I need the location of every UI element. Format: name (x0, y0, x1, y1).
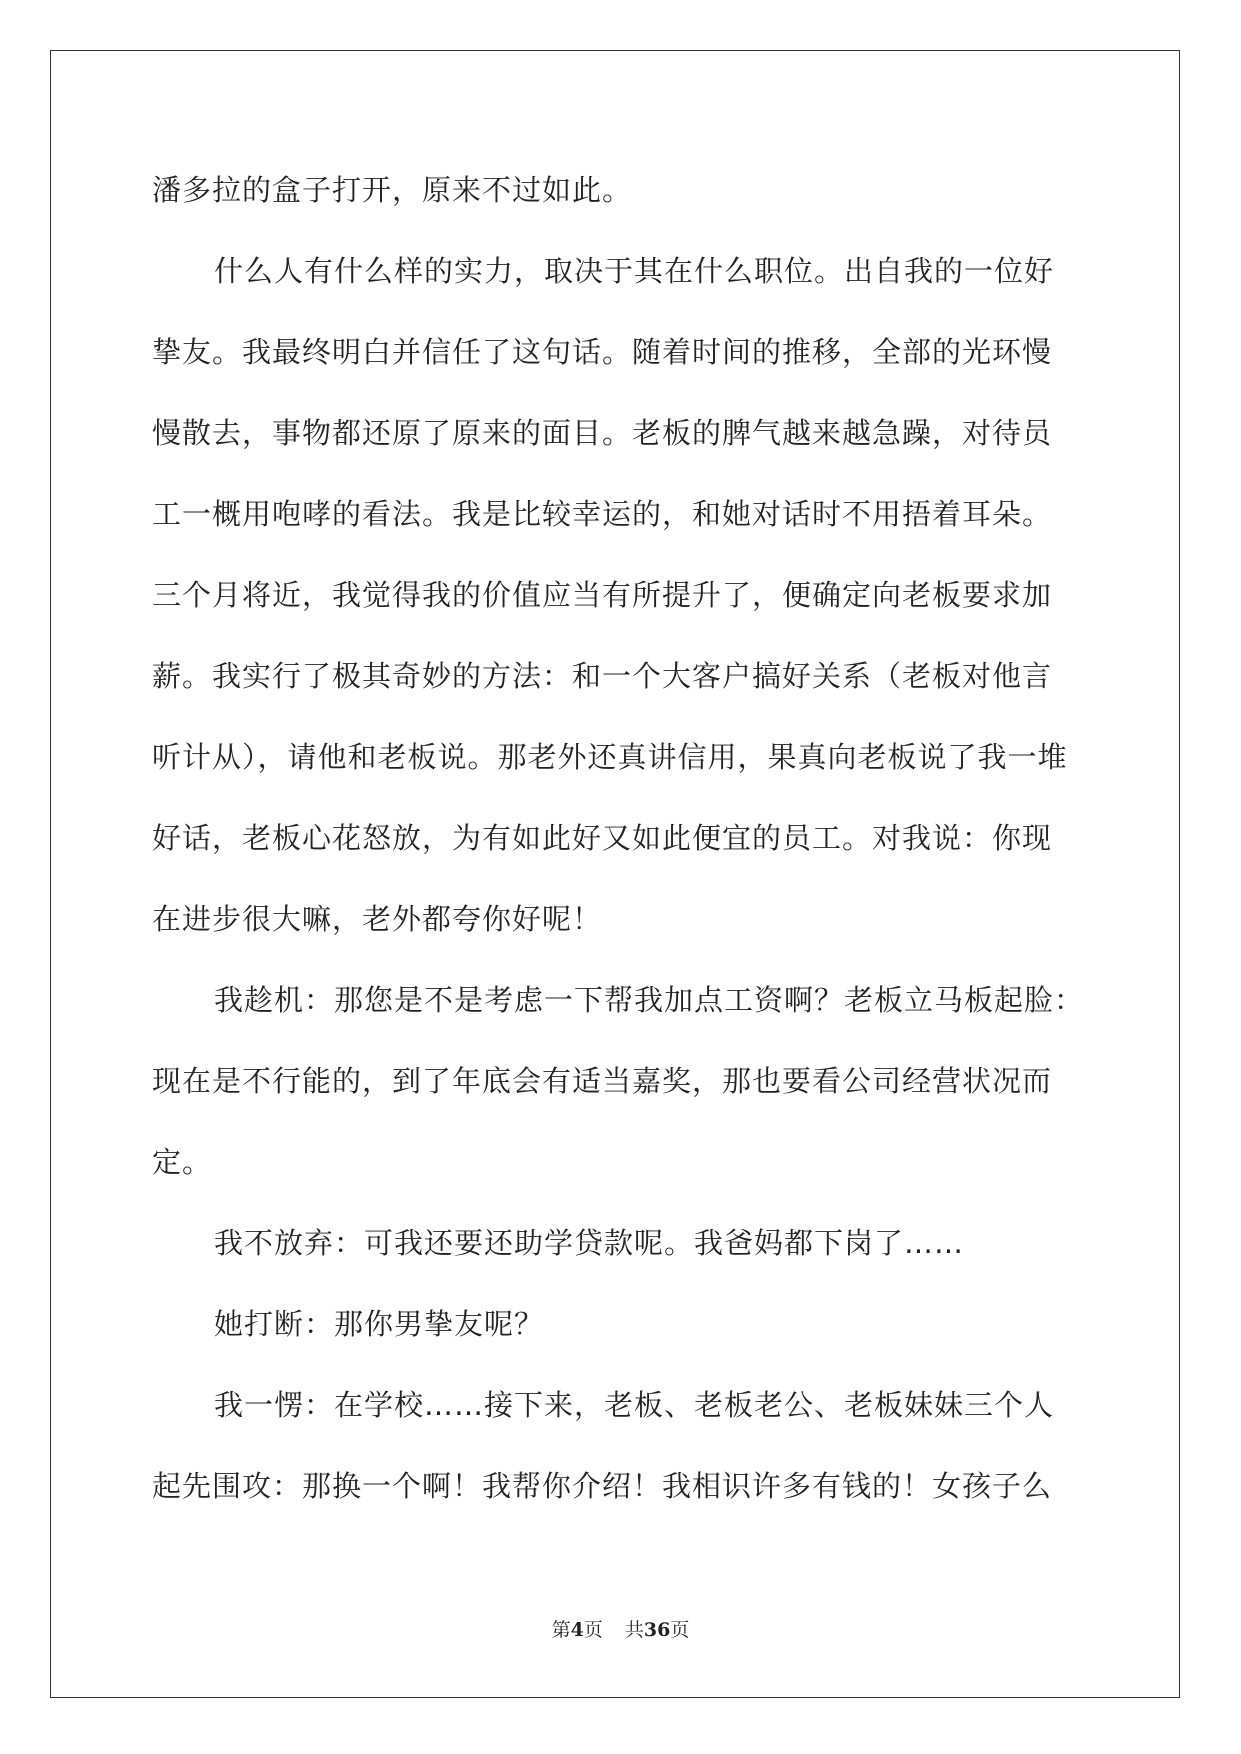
text-line: 我不放弃：可我还要还助学贷款呢。我爸妈都下岗了…… (214, 1226, 965, 1260)
footer-total-prefix: 共 (624, 1619, 644, 1641)
text-line: 慢散去，事物都还原了原来的面目。老板的脾气越来越急躁，对待员 (152, 416, 1053, 450)
footer-prefix: 第 (551, 1619, 571, 1641)
footer-total-suffix: 页 (670, 1619, 690, 1641)
text-line: 她打断：那你男挚友呢？ (214, 1307, 545, 1341)
current-page-number: 4 (570, 1619, 584, 1641)
text-line: 听计从），请他和老板说。那老外还真讲信用，果真向老板说了我一堆 (152, 740, 1068, 774)
text-line: 薪。我实行了极其奇妙的方法：和一个大客户搞好关系（老板对他言 (152, 659, 1053, 693)
total-page-count: 36 (643, 1619, 671, 1641)
text-line: 我一愣：在学校……接下来，老板、老板老公、老板妹妹三个人 (214, 1388, 1055, 1422)
text-line: 好话，老板心花怒放，为有如此好又如此便宜的员工。对我说：你现 (152, 821, 1053, 855)
text-line: 定。 (152, 1145, 213, 1179)
page-footer (0, 1615, 1241, 1642)
text-line: 潘多拉的盒子打开，原来不过如此。 (152, 173, 633, 207)
text-line: 我趁机：那您是不是考虑一下帮我加点工资啊？老板立马板起脸： (214, 983, 1085, 1017)
text-line: 起先围攻：那换一个啊！我帮你介绍！我相识许多有钱的！女孩子么 (152, 1469, 1053, 1503)
document-body (152, 150, 1102, 1527)
text-line: 什么人有什么样的实力，取决于其在什么职位。出自我的一位好 (214, 254, 1055, 288)
text-line: 挚友。我最终明白并信任了这句话。随着时间的推移，全部的光环慢 (152, 335, 1053, 369)
text-line: 在进步很大嘛，老外都夸你好呢！ (152, 902, 603, 936)
text-line: 现在是不行能的，到了年底会有适当嘉奖，那也要看公司经营状况而 (152, 1064, 1053, 1098)
footer-page-suffix: 页 (583, 1619, 603, 1641)
text-line: 工一概用咆哮的看法。我是比较幸运的，和她对话时不用捂着耳朵。 (152, 497, 1053, 531)
text-line: 三个月将近，我觉得我的价值应当有所提升了，便确定向老板要求加 (152, 578, 1053, 612)
